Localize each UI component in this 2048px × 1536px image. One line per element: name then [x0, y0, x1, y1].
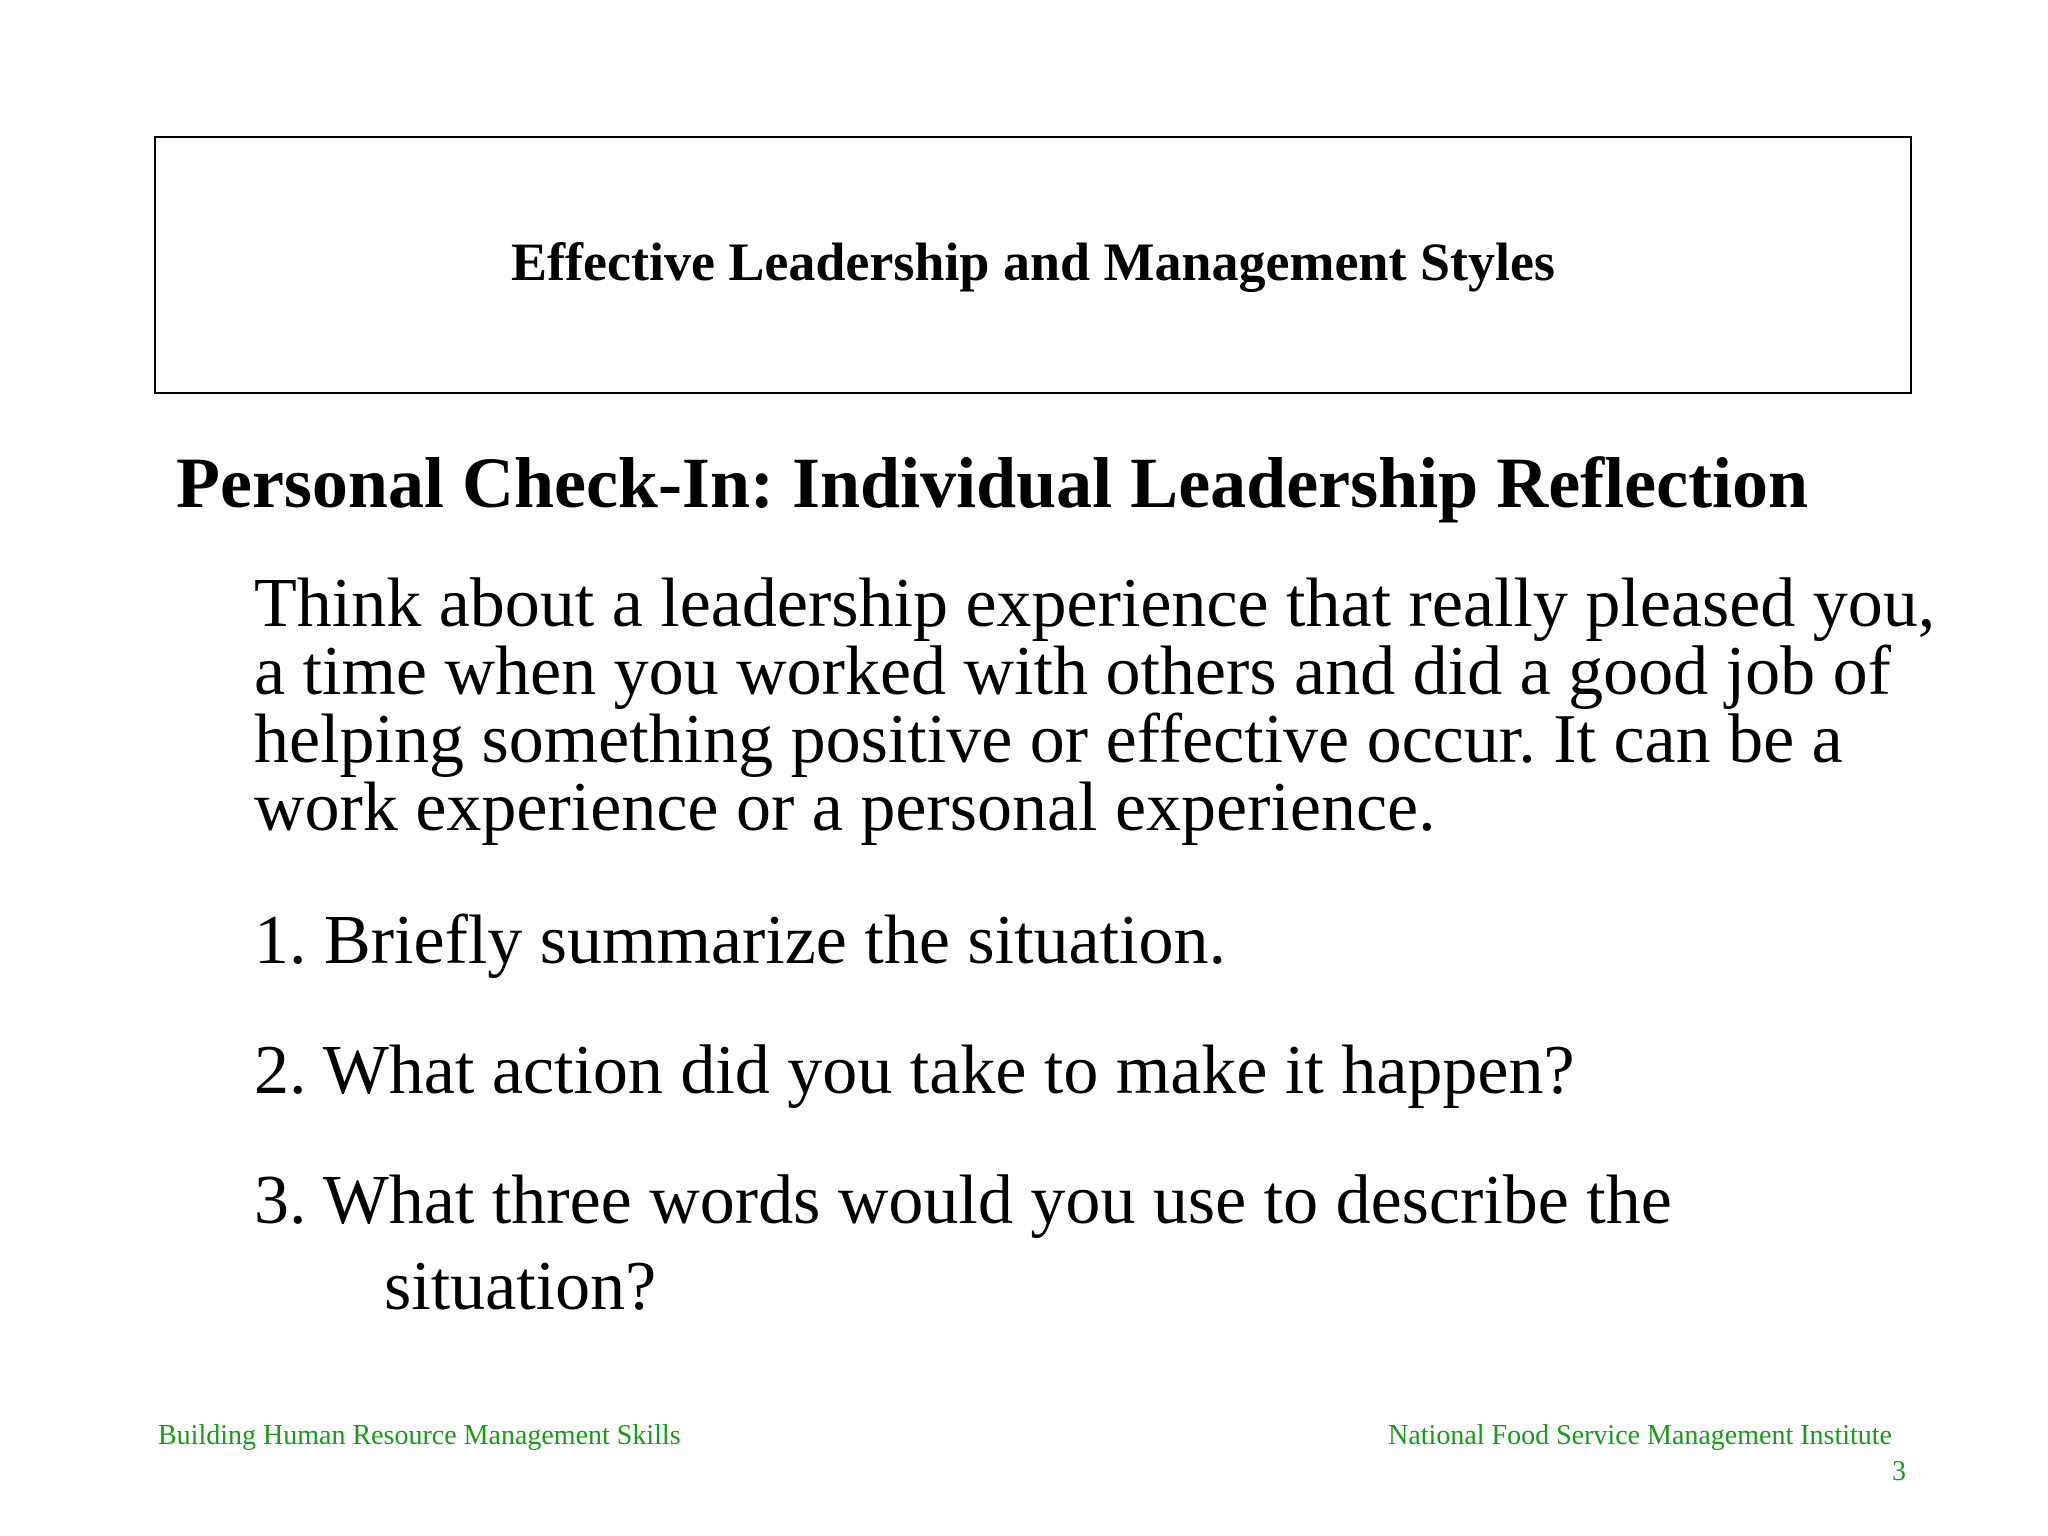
intro-paragraph	[254, 565, 1936, 846]
intro-line: helping something positive or effective occur. It can be a	[254, 701, 1843, 778]
intro-line: work experience or a personal experience.	[254, 769, 1436, 846]
section-heading: Personal Check-In: Individual Leadership Reflection	[176, 443, 1809, 523]
question-3	[254, 1158, 1672, 1330]
intro-line: a time when you worked with others and did a good job of	[254, 633, 1891, 710]
page-number: 3	[1892, 1456, 1906, 1487]
intro-line: Think about a leadership experience that really pleased you,	[254, 565, 1936, 642]
footer-right: National Food Service Management Institute	[1388, 1420, 1892, 1451]
title-box	[154, 136, 1912, 394]
question-2: 2. What action did you take to make it happen?	[254, 1032, 1575, 1109]
question-3-line-1: 3. What three words would you use to describe the	[254, 1162, 1672, 1239]
question-3-line-2: situation?	[384, 1248, 657, 1325]
question-1: 1. Briefly summarize the situation.	[254, 902, 1227, 979]
footer-left: Building Human Resource Management Skills	[158, 1420, 681, 1451]
document-title: Effective Leadership and Management Styles	[511, 232, 1555, 292]
